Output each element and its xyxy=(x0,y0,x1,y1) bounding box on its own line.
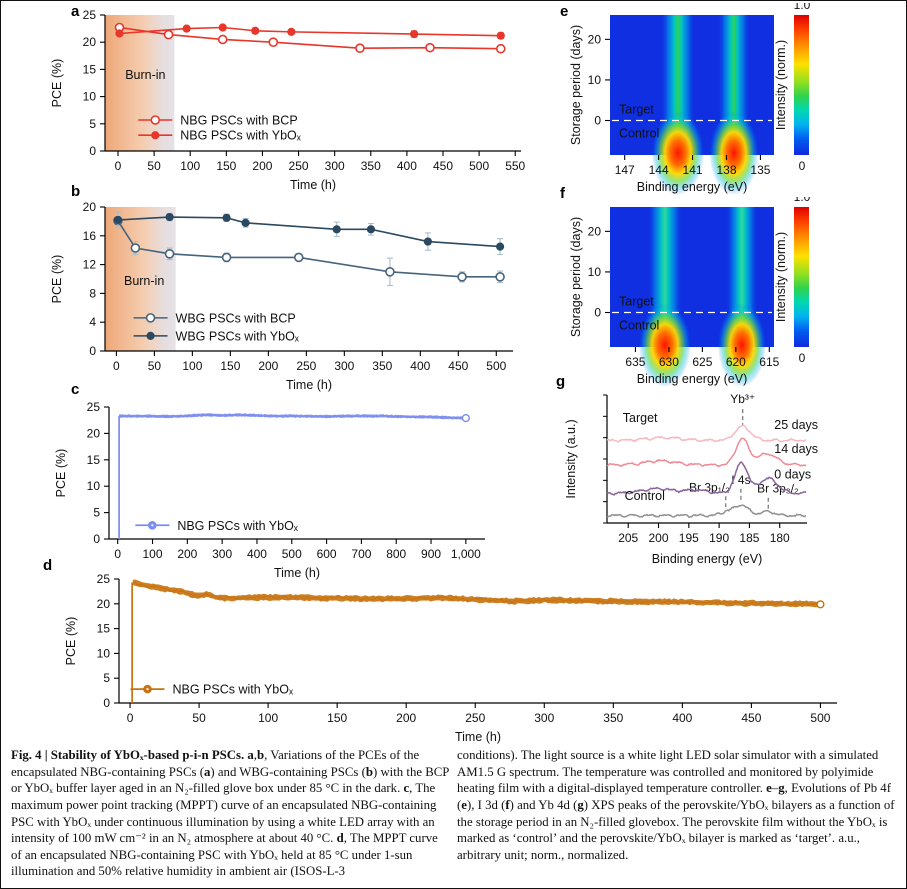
svg-text:100: 100 xyxy=(258,711,279,725)
svg-text:0: 0 xyxy=(93,532,100,546)
svg-text:Time (h): Time (h) xyxy=(289,178,337,192)
svg-text:8: 8 xyxy=(89,286,96,301)
svg-text:205: 205 xyxy=(618,531,639,545)
svg-text:250: 250 xyxy=(296,359,317,373)
svg-text:200: 200 xyxy=(258,359,279,373)
panel-f-letter: f xyxy=(560,185,565,202)
svg-text:Intensity (norm.): Intensity (norm.) xyxy=(774,39,788,131)
svg-text:350: 350 xyxy=(372,359,393,373)
svg-text:NBG PSCs with YbOₓ: NBG PSCs with YbOₓ xyxy=(172,682,294,697)
svg-text:25: 25 xyxy=(96,572,110,586)
svg-text:Control: Control xyxy=(619,318,660,333)
panel-e xyxy=(566,3,906,202)
svg-text:14 days: 14 days xyxy=(774,442,819,457)
svg-text:5: 5 xyxy=(93,505,100,520)
svg-text:400: 400 xyxy=(396,159,417,173)
svg-text:Time (h): Time (h) xyxy=(285,378,333,392)
panel-b-chart xyxy=(33,197,569,399)
svg-text:Storage period (days): Storage period (days) xyxy=(569,24,583,146)
svg-text:Binding energy (eV): Binding energy (eV) xyxy=(636,372,748,386)
svg-text:15: 15 xyxy=(96,621,110,636)
panel-f-heatmap xyxy=(566,197,906,393)
svg-text:630: 630 xyxy=(658,355,679,369)
svg-text:Binding energy (eV): Binding energy (eV) xyxy=(651,552,763,566)
svg-text:Time (h): Time (h) xyxy=(454,730,502,744)
svg-text:10: 10 xyxy=(86,479,100,494)
panel-a-letter: a xyxy=(71,3,80,20)
svg-text:Target: Target xyxy=(619,294,654,309)
svg-text:135: 135 xyxy=(750,163,771,177)
svg-text:400: 400 xyxy=(672,711,693,725)
svg-text:20: 20 xyxy=(587,32,601,47)
svg-text:I 4s: I 4s xyxy=(731,473,751,488)
svg-text:400: 400 xyxy=(246,547,267,561)
panel-f xyxy=(566,197,906,398)
svg-text:200: 200 xyxy=(252,159,273,173)
svg-text:NBG PSCs with YbOₓ: NBG PSCs with YbOₓ xyxy=(177,518,298,533)
svg-text:0: 0 xyxy=(114,547,122,561)
svg-text:Intensity (a.u.): Intensity (a.u.) xyxy=(564,419,578,499)
svg-text:190: 190 xyxy=(709,531,730,545)
svg-text:Storage period (days): Storage period (days) xyxy=(569,216,583,338)
panel-b-letter: b xyxy=(71,183,81,200)
svg-text:12: 12 xyxy=(82,257,96,272)
caption-left-column: Fig. 4 | Stability of YbOₓ-based p-i-n PSCs. a,b, Variations of the PCEs of the encapsulated NBG-containing PSCs (a) and WBG-containing PSCs (b) with the BCP or YbOₓ buffer layer aged in an N₂-filled glove box under 85 °C in the dark. c, The maximum power point tracking (MPPT) curve of an encapsulated NBG-containing PSC with YbOₓ under continuous illumination by using a white LED array with an intensity of 100 mW cm⁻² in an N₂ atmosphere at about 40 °C. d, The MPPT curve of an encapsulated NBG-containing PSC with YbOₓ held at 85 °C under 1-sun illumination and 50% relative humidity in ambient air (ISOS-L-3 xyxy=(11,748,449,879)
svg-text:0: 0 xyxy=(594,305,601,320)
svg-text:635: 635 xyxy=(625,355,646,369)
panel-e-heatmap xyxy=(566,3,906,197)
svg-text:150: 150 xyxy=(327,711,348,725)
svg-text:350: 350 xyxy=(360,159,381,173)
svg-text:141: 141 xyxy=(682,163,703,177)
svg-text:20: 20 xyxy=(82,200,96,214)
svg-text:550: 550 xyxy=(505,159,526,173)
panel-e-letter: e xyxy=(560,3,569,20)
svg-text:300: 300 xyxy=(324,159,345,173)
svg-text:350: 350 xyxy=(603,711,624,725)
svg-text:1,000: 1,000 xyxy=(450,547,481,561)
svg-text:300: 300 xyxy=(534,711,555,725)
svg-text:180: 180 xyxy=(769,531,790,545)
svg-text:900: 900 xyxy=(421,547,442,561)
svg-text:615: 615 xyxy=(759,355,780,369)
svg-text:0 days: 0 days xyxy=(774,467,812,482)
svg-text:20: 20 xyxy=(86,426,100,441)
svg-text:PCE (%): PCE (%) xyxy=(64,616,78,666)
svg-text:600: 600 xyxy=(316,547,337,561)
svg-text:50: 50 xyxy=(147,159,161,173)
svg-text:0: 0 xyxy=(798,159,806,173)
svg-text:0: 0 xyxy=(103,696,110,710)
svg-text:Time (h): Time (h) xyxy=(273,566,321,580)
panel-a xyxy=(33,3,569,200)
svg-text:1.0: 1.0 xyxy=(793,3,811,12)
svg-text:0: 0 xyxy=(126,711,134,725)
svg-text:Intensity (norm.): Intensity (norm.) xyxy=(774,231,788,323)
panel-g-spectra xyxy=(557,375,906,575)
svg-text:Control: Control xyxy=(619,126,660,141)
svg-text:WBG PSCs with BCP: WBG PSCs with BCP xyxy=(175,311,296,326)
svg-text:0: 0 xyxy=(114,159,122,173)
svg-text:20: 20 xyxy=(96,596,110,611)
svg-text:Burn-in: Burn-in xyxy=(125,68,166,83)
panel-d-chart xyxy=(1,571,881,749)
svg-text:195: 195 xyxy=(678,531,699,545)
svg-text:500: 500 xyxy=(486,359,507,373)
svg-text:0: 0 xyxy=(89,144,96,158)
svg-text:100: 100 xyxy=(142,547,163,561)
svg-text:NBG PSCs with BCP: NBG PSCs with BCP xyxy=(180,113,298,128)
svg-text:Control: Control xyxy=(624,488,665,503)
svg-text:10: 10 xyxy=(96,646,110,661)
svg-text:144: 144 xyxy=(648,163,669,177)
svg-text:800: 800 xyxy=(386,547,407,561)
svg-text:147: 147 xyxy=(614,163,635,177)
panel-g xyxy=(557,375,906,580)
panel-a-chart xyxy=(33,3,569,195)
svg-text:250: 250 xyxy=(465,711,486,725)
svg-text:PCE (%): PCE (%) xyxy=(54,448,68,498)
panel-d-letter: d xyxy=(43,557,53,574)
svg-text:620: 620 xyxy=(725,355,746,369)
svg-text:450: 450 xyxy=(448,359,469,373)
svg-text:200: 200 xyxy=(396,711,417,725)
svg-text:10: 10 xyxy=(587,264,601,279)
svg-text:Target: Target xyxy=(622,410,658,425)
panel-d xyxy=(1,571,881,754)
svg-text:WBG PSCs with YbOₓ: WBG PSCs with YbOₓ xyxy=(175,329,299,344)
svg-text:0: 0 xyxy=(89,344,96,358)
svg-text:PCE (%): PCE (%) xyxy=(50,254,64,304)
svg-text:185: 185 xyxy=(739,531,760,545)
svg-text:200: 200 xyxy=(648,531,669,545)
svg-text:0: 0 xyxy=(594,113,601,128)
svg-text:10: 10 xyxy=(587,72,601,87)
svg-text:0: 0 xyxy=(113,359,120,373)
panel-c-chart xyxy=(33,399,513,585)
panel-c-letter: c xyxy=(71,381,80,398)
svg-text:20: 20 xyxy=(82,35,96,50)
svg-text:500: 500 xyxy=(469,159,490,173)
svg-text:250: 250 xyxy=(288,159,309,173)
svg-text:10: 10 xyxy=(82,89,96,104)
svg-text:0: 0 xyxy=(798,351,806,365)
svg-text:450: 450 xyxy=(432,159,454,173)
svg-text:500: 500 xyxy=(810,711,831,725)
svg-text:Yb³⁺: Yb³⁺ xyxy=(730,392,756,407)
svg-text:4: 4 xyxy=(89,315,96,330)
svg-text:16: 16 xyxy=(82,228,96,243)
svg-text:150: 150 xyxy=(220,359,241,373)
panel-b xyxy=(33,197,569,404)
svg-text:300: 300 xyxy=(212,547,233,561)
panel-c xyxy=(33,399,513,590)
svg-text:50: 50 xyxy=(147,359,162,373)
svg-text:100: 100 xyxy=(182,359,203,373)
svg-text:PCE (%): PCE (%) xyxy=(50,58,64,108)
svg-text:700: 700 xyxy=(351,547,372,561)
svg-text:NBG PSCs with YbOₓ: NBG PSCs with YbOₓ xyxy=(180,128,301,143)
svg-text:15: 15 xyxy=(86,452,100,467)
caption-right-column: conditions). The light source is a white light LED solar simulator with a simulated AM1.5 G spectrum. The temperature was controlled and monitored by polyimide heating film with a digital-displayed temperature controller. e–g, Evolutions of Pb 4f (e), I 3d (f) and Yb 4d (g) XPS peaks of the perovskite/YbOₓ bilayers as a function of the storage period in an N₂-filled glovebox. The perovskite film without the YbOₓ is marked as ‘control’ and the perovskite/YbOₓ bilayer is marked as ‘target’. a.u., arbitrary unit; norm., normalized. xyxy=(457,748,895,862)
svg-text:Target: Target xyxy=(619,102,654,117)
svg-text:5: 5 xyxy=(103,671,110,686)
panel-g-letter: g xyxy=(556,373,566,390)
svg-text:Br 3p₁/₂: Br 3p₁/₂ xyxy=(689,480,730,495)
svg-text:Binding energy (eV): Binding energy (eV) xyxy=(636,180,748,194)
svg-text:150: 150 xyxy=(216,159,237,173)
svg-text:25 days: 25 days xyxy=(774,418,819,433)
svg-text:25: 25 xyxy=(82,8,96,22)
svg-text:100: 100 xyxy=(180,159,201,173)
svg-text:25: 25 xyxy=(86,400,100,414)
svg-text:Burn-in: Burn-in xyxy=(123,273,165,288)
svg-text:5: 5 xyxy=(89,116,96,131)
svg-text:1.0: 1.0 xyxy=(793,197,811,204)
svg-text:138: 138 xyxy=(716,163,737,177)
svg-text:400: 400 xyxy=(410,359,431,373)
svg-text:20: 20 xyxy=(587,224,601,239)
svg-text:450: 450 xyxy=(741,711,762,725)
svg-text:50: 50 xyxy=(192,711,206,725)
svg-text:15: 15 xyxy=(82,62,96,77)
svg-text:500: 500 xyxy=(281,547,302,561)
svg-text:625: 625 xyxy=(692,355,713,369)
svg-text:200: 200 xyxy=(177,547,198,561)
svg-text:300: 300 xyxy=(334,359,355,373)
svg-text:Br 3p₃/₂: Br 3p₃/₂ xyxy=(757,481,799,496)
